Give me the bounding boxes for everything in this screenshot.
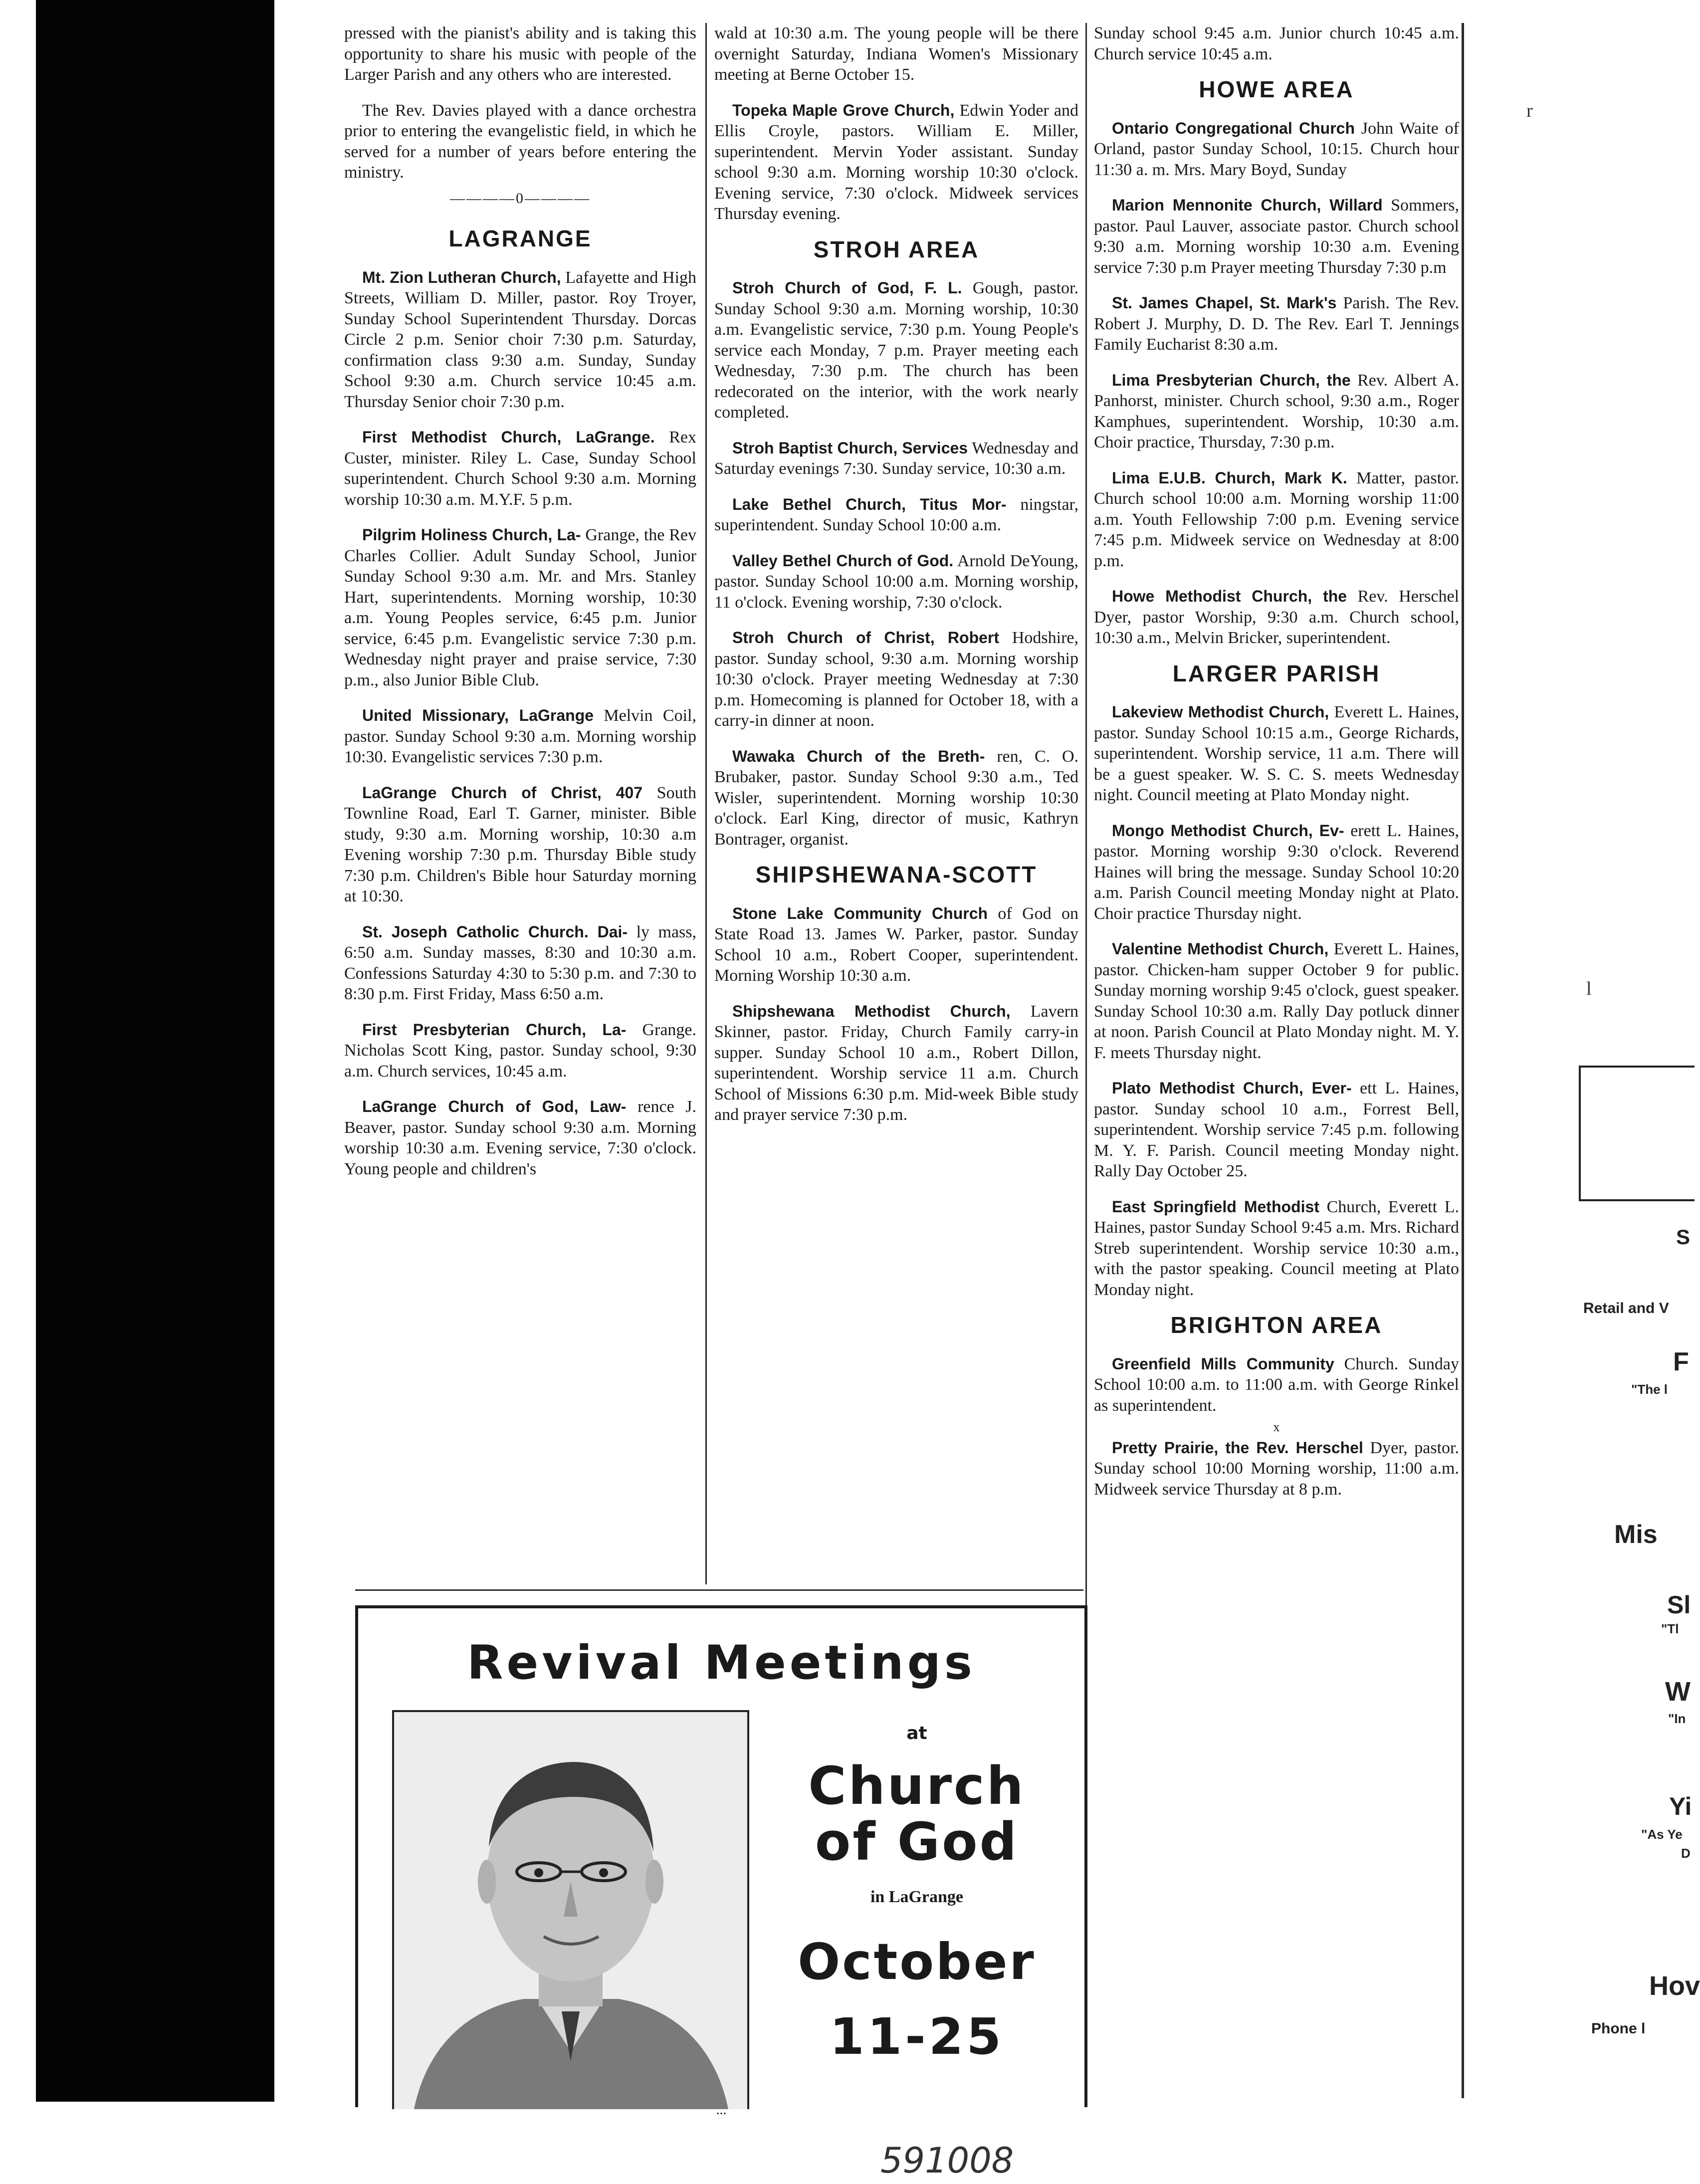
church-details: Lafayette and High Streets, William D. Miller, pastor. Roy Troyer, Sunday School Superintendent Thursday. Dorcas Circle 2 p.m. Senior choir 7:30 p.m. Saturday, confirmation class 9:30 a.m. Sunday, Sunday School 9:30 a.m. Church service 10:45 a.m. Thursday Senior choir 7:30 p.m. xyxy=(344,268,697,411)
church-name: Mongo Methodist Church, Ev- xyxy=(1112,821,1344,840)
intro-paragraph: pressed with the pianist's ability and is taking this opportunity to share his music with people of the Larger Parish and any others who are interested. xyxy=(344,24,696,84)
church-listing xyxy=(714,1001,1078,1125)
church-details: Gough, pastor. Sunday School 9:30 a.m. Morning worship, 10:30 a.m. Evangelistic service, 7:30 p.m. Young People's service each Monday, 7 p.m. Prayer meeting each Wednesday, 7:30 p.m. The church has been redecorated on the interior, with the work nearly completed. xyxy=(714,279,1079,422)
column-stroh-shipshewana xyxy=(714,23,1078,1140)
church-details: Lavern Skinner, pastor. Friday, Church Family carry-in supper. Sunday School 10 a.m., Robert Dillon, superintendent. Worship service 11 a.m. Church School of Missions 6:30 p.m. Mid-week Bible study and prayer service 7:30 p.m. xyxy=(714,1002,1079,1124)
church-listing xyxy=(1094,195,1459,278)
section-heading-shipshewana: SHIPSHEWANA-SCOTT xyxy=(755,862,1038,887)
section-heading-larger-parish: LARGER PARISH xyxy=(1172,660,1381,686)
church-name: United Missionary, LaGrange xyxy=(362,706,594,724)
scan-black-margin xyxy=(36,0,274,2102)
church-details: Wednesday and Saturday evenings 7:30. Sunday service, 10:30 a.m. xyxy=(714,438,1078,478)
section-divider xyxy=(355,1589,1083,1591)
scan-speck: l xyxy=(1586,978,1592,999)
church-listing xyxy=(344,267,696,413)
church-name: Wawaka Church of the Breth- xyxy=(732,747,985,765)
church-name: Marion Mennonite Church, Willard xyxy=(1112,196,1383,214)
church-listing xyxy=(714,903,1078,986)
church-listing xyxy=(344,783,696,907)
church-details: of God on State Road 13. James W. Parker, pastor. Sunday School 10 a.m., Robert Cooper, superintendent. Morning Worship 10:30 a.m. xyxy=(714,904,1079,985)
adjacent-page-fragment: "As Ye xyxy=(1641,1827,1683,1842)
church-name: Pilgrim Holiness Church, La- xyxy=(362,526,581,544)
ad-church-line: Church xyxy=(808,1755,1026,1816)
church-name: Stroh Church of Christ, Robert xyxy=(732,629,1000,647)
church-listing xyxy=(714,628,1078,731)
church-listing xyxy=(1094,939,1459,1063)
church-listing xyxy=(714,278,1078,423)
church-listing xyxy=(1094,468,1459,572)
church-listing xyxy=(1094,702,1459,806)
adjacent-page-fragment: Hov xyxy=(1649,1971,1700,2001)
church-listing xyxy=(1094,821,1459,924)
church-details: Everett L. Haines, pastor. Chicken-ham supper October 9 for public. Sunday morning worship 9:45 o'clock, guest speaker. Sunday School 10:30 a.m. Rally Day potluck dinner at noon. Parish Council at Plato Monday night. M. Y. F. meets Thursday night. xyxy=(1094,940,1459,1062)
small-marker: x xyxy=(1273,1420,1280,1434)
ad-footer-dots: ... xyxy=(716,2102,727,2118)
church-name: LaGrange Church of God, Law- xyxy=(362,1097,627,1115)
church-name: Lima E.U.B. Church, Mark K. xyxy=(1112,468,1347,487)
church-details: Everett L. Haines, pastor. Sunday School 10:15 a.m., George Richards, superintendent. Worship service, 11 a.m. There will be a guest speaker. W. S. C. S. meets Wednesday night. Council meeting at Plato Monday night. xyxy=(1094,703,1460,804)
church-details: ly mass, 6:50 a.m. Sunday masses, 8:30 and 10:30 a.m. Confessions Saturday 4:30 to 5:30 p.m. and 7:30 to 8:30 p.m. First Friday, Mass 6:50 a.m. xyxy=(344,922,697,1003)
church-details: Grange. Nicholas Scott King, pastor. Sunday school, 9:30 a.m. Church services, 10:45 a.m. xyxy=(344,1020,697,1081)
adjacent-page-fragment: Phone l xyxy=(1591,2020,1646,2037)
adjacent-page-fragment: Retail and V xyxy=(1583,1300,1669,1316)
ad-church-name xyxy=(762,1755,1071,1872)
ad-dates: 11-25 xyxy=(830,2007,1004,2066)
column-divider xyxy=(705,23,707,1584)
ad-location: in LaGrange xyxy=(870,1888,964,1906)
church-listing xyxy=(1094,118,1459,181)
church-name: LaGrange Church of Christ, 407 xyxy=(362,783,643,802)
column-howe-parish-brighton xyxy=(1094,23,1459,1515)
church-listing xyxy=(344,427,696,510)
ad-month: October xyxy=(798,1933,1036,1991)
church-details: Hodshire, pastor. Sunday school, 9:30 a.m. Morning worship 10:30 o'clock. Prayer meeting Wednesday at 7:30 p.m. Homecoming is planned for October 18, with a carry-in dinner at noon. xyxy=(714,629,1079,730)
church-name: Ontario Congregational Church xyxy=(1112,119,1355,137)
church-name: Shipshewana Methodist Church, xyxy=(732,1002,1011,1020)
church-listing xyxy=(1094,1354,1459,1416)
scan-speck: r xyxy=(1526,100,1533,121)
church-name: St. James Chapel, St. Mark's xyxy=(1112,294,1337,312)
revival-meetings-ad xyxy=(355,1605,1087,2118)
church-details: South Townline Road, Earl T. Garner, minister. Bible study, 9:30 a.m. Morning worship, 10:30 a.m Evening worship 7:30 p.m. Thursday Bible study 7:30 p.m. Children's Bible hour Saturday morning at 10:30. xyxy=(344,783,697,905)
church-details: Matter, pastor. Church school 10:00 a.m. Morning worship 11:00 a.m. Youth Fellowship 7:00 p.m. Evening service 7:45 p.m. Midweek service on Wednesday at 8:00 p.m. xyxy=(1094,468,1459,570)
adjacent-page-fragment: D xyxy=(1681,1846,1691,1861)
adjacent-page-fragment: "The l xyxy=(1631,1382,1668,1397)
church-details: Grange, the Rev Charles Collier. Adult Sunday School, Junior Sunday School 9:30 a.m. Mr. and Mrs. Stanley Hart, superintendents. Morning worship, 10:30 a.m. Young Peoples service, 6:45 p.m. Junior service, 6:45 p.m. Evangelistic service 7:30 p.m. Wednesday night prayer and praise service, 7:30 p.m., also Junior Bible Club. xyxy=(344,526,696,689)
page-edge-rule xyxy=(1462,23,1464,2098)
adjacent-page-fragment: Sl xyxy=(1667,1591,1691,1619)
portrait-illustration xyxy=(394,1712,747,2109)
church-name: Valentine Methodist Church, xyxy=(1112,940,1329,958)
church-details: ett L. Haines, pastor. Sunday school 10 a.m., Forrest Bell, superintendent. Worship service 7:45 p.m. following M. Y. F. Parish. Council meeting Monday night. Rally Day October 25. xyxy=(1094,1079,1460,1180)
church-name: Howe Methodist Church, the xyxy=(1112,587,1347,605)
section-heading-howe: HOWE AREA xyxy=(1199,76,1354,102)
church-listing xyxy=(344,705,696,768)
church-listing xyxy=(344,922,696,1005)
church-details: John Waite of Orland, pastor Sunday School, 10:15. Church hour 11:30 a. m. Mrs. Mary Boyd, Sunday xyxy=(1094,119,1459,179)
church-details: Church. Sunday School 10:00 a.m. to 11:00 a.m. with George Rinkel as superintendent. xyxy=(1094,1354,1460,1415)
church-name: First Methodist Church, LaGrange. xyxy=(362,428,655,446)
section-heading-brighton: BRIGHTON AREA xyxy=(1170,1312,1383,1338)
adjacent-page-fragment: Mis xyxy=(1614,1520,1658,1549)
church-name: Valley Bethel Church of God. xyxy=(732,551,954,570)
church-listing xyxy=(344,1096,696,1179)
church-details: Rex Custer, minister. Riley L. Case, Sunday School superintendent. Church School 9:30 a.m. Morning worship 10:30 a.m. M.Y.F. 5 p.m. xyxy=(344,428,697,509)
church-name: Plato Methodist Church, Ever- xyxy=(1112,1079,1352,1097)
church-name: Mt. Zion Lutheran Church, xyxy=(362,268,561,286)
intro-paragraph: wald at 10:30 a.m. The young people will be there overnight Saturday, Indiana Women's Missionary meeting at Berne October 15. xyxy=(714,24,1078,84)
section-heading-lagrange: LAGRANGE xyxy=(448,225,592,251)
church-listing xyxy=(1094,586,1459,649)
church-listing xyxy=(1094,1438,1459,1500)
adjacent-page-fragment: F xyxy=(1673,1347,1689,1376)
church-details: Dyer, pastor. Sunday school 10:00 Morning worship, 11:00 a.m. Midweek service Thursday at 8 p.m. xyxy=(1094,1438,1459,1499)
church-listing xyxy=(714,438,1078,479)
church-name: Stroh Church of God, F. L. xyxy=(732,279,962,297)
column-lagrange xyxy=(344,23,696,1194)
adjacent-page-fragment: W xyxy=(1665,1677,1691,1707)
church-details: Arnold DeYoung, pastor. Sunday School 10:00 a.m. Morning worship, 11 o'clock. Evening worship, 7:30 o'clock. xyxy=(714,551,1079,612)
church-name: Pretty Prairie, the Rev. Herschel xyxy=(1112,1438,1363,1457)
church-name: Lima Presbyterian Church, the xyxy=(1112,371,1351,389)
ad-title: Revival Meetings xyxy=(467,1636,976,1690)
church-listing xyxy=(1094,1078,1459,1182)
separator: ————0———— xyxy=(450,190,591,207)
church-details: Sommers, pastor. Paul Lauver, associate pastor. Church school 9:30 a.m. Morning worship 10:30 a.m. Evening service 7:30 p.m Prayer meeting Thursday 7:30 p.m xyxy=(1094,196,1460,277)
section-heading-stroh: STROH AREA xyxy=(813,236,980,262)
preacher-photo xyxy=(392,1710,749,2109)
intro-paragraph: Sunday school 9:45 a.m. Junior church 10:45 a.m. Church service 10:45 a.m. xyxy=(1094,24,1459,63)
church-listing xyxy=(344,525,696,690)
church-details: ningstar, superintendent. Sunday School 10:00 a.m. xyxy=(714,495,1079,534)
church-details: Rev. Herschel Dyer, pastor Worship, 9:30 a.m. Church school, 10:30 a.m., Melvin Bricker, superintendent. xyxy=(1094,587,1460,647)
church-details: Church, Everett L. Haines, pastor Sunday School 9:45 a.m. Mrs. Richard Streb superintendent. Worship service 10:30 a.m., with the pastor speaking. Council meeting at Plato Monday night. xyxy=(1094,1197,1460,1299)
church-listing xyxy=(714,100,1078,224)
adjacent-page-fragment: S xyxy=(1676,1225,1691,1249)
adjacent-page-fragment: "Tl xyxy=(1661,1621,1679,1636)
ad-at-text: at xyxy=(906,1723,927,1744)
church-listing xyxy=(714,494,1078,536)
church-details: Edwin Yoder and Ellis Croyle, pastors. William E. Miller, superintendent. Mervin Yoder assistant. Sunday school 9:30 a.m. Morning worship 10:30 o'clock. Evening service, 7:30 o'clock. Midweek services Thursday evening. xyxy=(714,101,1078,223)
church-name: East Springfield Methodist xyxy=(1112,1197,1319,1216)
church-name: Topeka Maple Grove Church, xyxy=(732,101,955,119)
intro-paragraph: The Rev. Davies played with a dance orchestra prior to entering the evangelistic field, in which he served for a number of years before entering the ministry. xyxy=(344,101,696,182)
church-listing xyxy=(714,746,1078,850)
church-name: Lake Bethel Church, Titus Mor- xyxy=(732,495,1007,513)
church-details: Parish. The Rev. Robert J. Murphy, D. D. The Rev. Earl T. Jennings Family Eucharist 8:30 a.m. xyxy=(1094,294,1460,354)
church-listing xyxy=(1094,370,1459,453)
church-listing xyxy=(714,551,1078,613)
church-name: First Presbyterian Church, La- xyxy=(362,1020,627,1039)
adjacent-page-fragment: Yi xyxy=(1669,1792,1692,1820)
church-name: Stroh Baptist Church, Services xyxy=(732,438,968,457)
church-details: ren, C. O. Brubaker, pastor. Sunday School 9:30 a.m., Ted Wisler, superintendent. Morning worship 10:30 o'clock. Earl King, director of music, Kathryn Bontrager, organist. xyxy=(714,747,1078,849)
handwritten-scan-number: 591008 xyxy=(880,2140,1014,2181)
church-name: Lakeview Methodist Church, xyxy=(1112,703,1329,721)
church-details: Rev. Albert A. Panhorst, minister. Church school, 9:30 a.m., Roger Kamphues, superintendent. Worship, 10:30 a.m. Choir practice, Thursday, 7:30 p.m. xyxy=(1094,371,1459,451)
church-name: Greenfield Mills Community xyxy=(1112,1354,1334,1373)
church-name: St. Joseph Catholic Church. Dai- xyxy=(362,922,628,941)
church-name: Stone Lake Community Church xyxy=(732,904,988,922)
church-listing xyxy=(1094,293,1459,355)
adjacent-page-fragment: "In xyxy=(1668,1711,1686,1726)
church-details: rence J. Beaver, pastor. Sunday school 9:30 a.m. Morning worship 10:30 a.m. Evening service, 7:30 o'clock. Young people and children's xyxy=(344,1097,697,1178)
church-details: erett L. Haines, pastor. Morning worship 9:30 o'clock. Reverend Haines will bring the message. Sunday School 10:20 a.m. Parish Council meeting Monday night at Plato. Choir practice Thursday night. xyxy=(1094,821,1460,923)
church-details: Melvin Coil, pastor. Sunday School 9:30 a.m. Morning worship 10:30. Evangelistic services 7:30 p.m. xyxy=(344,706,696,766)
church-listing xyxy=(1094,1197,1459,1301)
ad-church-line: of God xyxy=(815,1811,1019,1872)
adjacent-page-box xyxy=(1579,1066,1695,1201)
church-listing xyxy=(344,1020,696,1082)
